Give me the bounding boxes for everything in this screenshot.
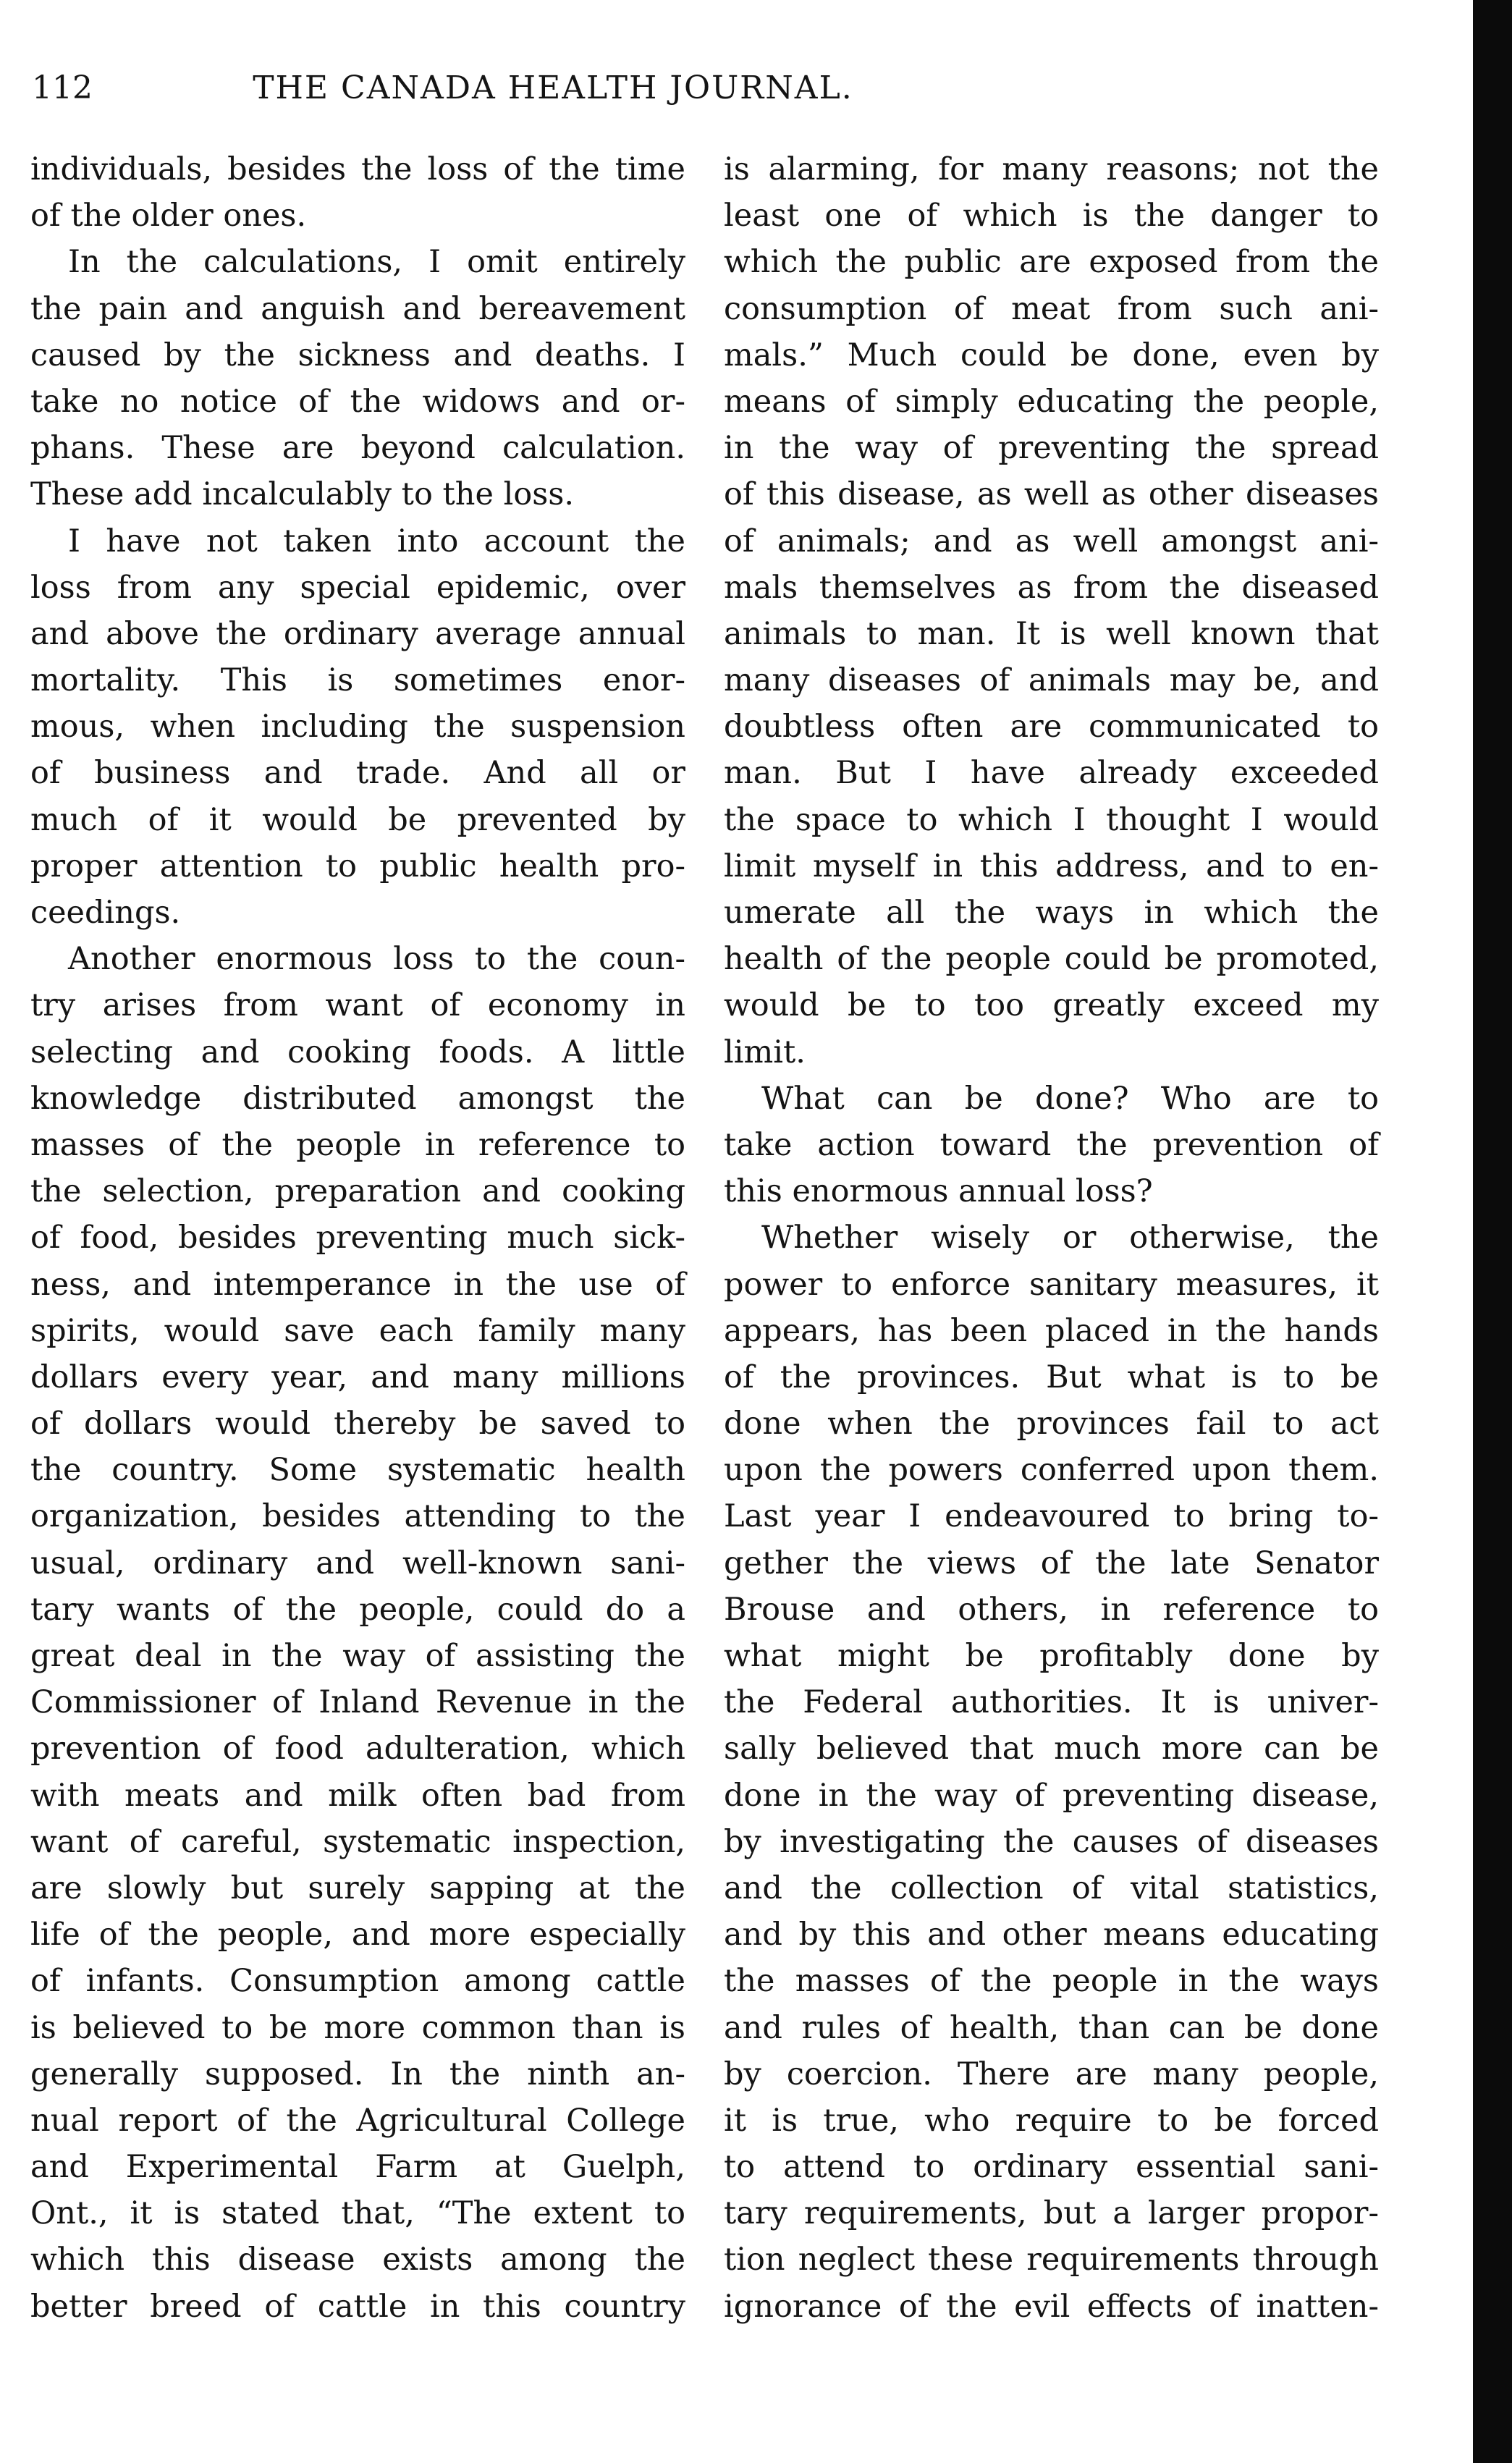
text-line: tion neglect these requirements through	[724, 2242, 1379, 2278]
text-line: take no notice of the widows and or-	[30, 383, 685, 420]
text-line: Brouse and others, in reference to	[724, 1591, 1379, 1628]
text-line: take action toward the prevention of	[724, 1126, 1379, 1163]
scan-edge-border	[1473, 0, 1512, 2463]
text-line: which this disease exists among the	[30, 2242, 685, 2278]
text-line: mous, when including the suspension	[30, 709, 685, 745]
text-line: umerate all the ways in which the	[724, 895, 1379, 931]
text-line: individuals, besides the loss of the time	[30, 151, 685, 187]
text-line: in the way of preventing the spread	[724, 430, 1379, 467]
text-line: least one of which is the danger to	[724, 198, 1379, 235]
text-line: tary requirements, but a larger propor-	[724, 2195, 1379, 2232]
text-line: phans. These are beyond calculation.	[30, 430, 685, 467]
text-line: with meats and milk often bad from	[30, 1777, 685, 1814]
text-line: spirits, would save each family many	[30, 1312, 685, 1349]
text-line: mals.” Much could be done, even by	[724, 337, 1379, 373]
text-line: tary wants of the people, could do a	[30, 1591, 685, 1628]
text-line: this enormous annual loss?	[724, 1173, 1153, 1210]
text-line: consumption of meat from such ani-	[724, 290, 1379, 327]
text-line: generally supposed. In the ninth an-	[30, 2056, 685, 2092]
text-line: is believed to be more common than is	[30, 2009, 685, 2046]
text-line: limit myself in this address, and to en-	[724, 848, 1379, 884]
text-line: of the provinces. But what is to be	[724, 1359, 1379, 1395]
text-line: In the calculations, I omit entirely	[68, 244, 685, 281]
text-line: organization, besides attending to the	[30, 1498, 685, 1535]
page-header	[32, 67, 1385, 117]
text-line: by investigating the causes of diseases	[724, 1823, 1379, 1860]
text-line: the country. Some systematic health	[30, 1452, 685, 1489]
text-line: try arises from want of economy in	[30, 987, 685, 1024]
text-line: upon the powers conferred upon them.	[724, 1452, 1379, 1489]
text-line: ignorance of the evil effects of inatten-	[724, 2288, 1379, 2325]
text-line: loss from any special epidemic, over	[30, 569, 685, 606]
text-line: limit.	[724, 1034, 806, 1070]
text-line: Another enormous loss to the coun-	[68, 941, 685, 978]
text-line: the pain and anguish and bereavement	[30, 290, 685, 327]
text-line: I have not taken into account the	[68, 523, 685, 559]
right-text-column	[724, 146, 1379, 2330]
text-line: of food, besides preventing much sick-	[30, 1220, 685, 1256]
text-line: doubtless often are communicated to	[724, 709, 1379, 745]
text-line: and the collection of vital statistics,	[724, 1870, 1379, 1906]
text-line: mortality. This is sometimes enor-	[30, 662, 685, 699]
page-number: 112	[32, 69, 93, 106]
text-line: by coercion. There are many people,	[724, 2056, 1379, 2092]
text-line: What can be done? Who are to	[761, 1080, 1379, 1117]
running-title: THE CANADA HEALTH JOURNAL.	[253, 69, 853, 106]
text-line: mals themselves as from the diseased	[724, 569, 1379, 606]
text-line: and above the ordinary average annual	[30, 615, 685, 652]
text-line: Last year I endeavoured to bring to-	[724, 1498, 1379, 1535]
text-line: are slowly but surely sapping at the	[30, 1870, 685, 1906]
left-text-column	[30, 146, 685, 2330]
text-line: dollars every year, and many millions	[30, 1359, 685, 1395]
text-line: man. But I have already exceeded	[724, 755, 1379, 792]
text-line: the space to which I thought I would	[724, 801, 1379, 838]
text-line: Whether wisely or otherwise, the	[761, 1220, 1379, 1256]
text-line: done when the provinces fail to act	[724, 1406, 1379, 1442]
text-line: of dollars would thereby be saved to	[30, 1406, 685, 1442]
text-line: of animals; and as well amongst ani-	[724, 523, 1379, 559]
text-line: ness, and intemperance in the use of	[30, 1266, 685, 1303]
text-line: the Federal authorities. It is univer-	[724, 1684, 1379, 1721]
text-line: and rules of health, than can be done	[724, 2009, 1379, 2046]
text-line: gether the views of the late Senator	[724, 1545, 1379, 1581]
text-line: better breed of cattle in this country	[30, 2288, 685, 2325]
text-line: sally believed that much more can be	[724, 1731, 1379, 1767]
text-line: health of the people could be promoted,	[724, 941, 1379, 978]
text-line: to attend to ordinary essential sani-	[724, 2149, 1379, 2186]
text-line: life of the people, and more especially	[30, 1917, 685, 1953]
text-line: ceedings.	[30, 895, 181, 931]
text-line: means of simply educating the people,	[724, 383, 1379, 420]
text-line: caused by the sickness and deaths. I	[30, 337, 685, 373]
text-line: and by this and other means educating	[724, 1917, 1379, 1953]
text-line: Commissioner of Inland Revenue in the	[30, 1684, 685, 1721]
text-line: selecting and cooking foods. A little	[30, 1034, 685, 1070]
text-line: usual, ordinary and well-known sani-	[30, 1545, 685, 1581]
text-line: want of careful, systematic inspection,	[30, 1823, 685, 1860]
text-line: nual report of the Agricultural College	[30, 2102, 685, 2139]
text-line: which the public are exposed from the	[724, 244, 1379, 281]
text-line: knowledge distributed amongst the	[30, 1080, 685, 1117]
text-line: many diseases of animals may be, and	[724, 662, 1379, 699]
text-line: of business and trade. And all or	[30, 755, 685, 792]
text-line: done in the way of preventing disease,	[724, 1777, 1379, 1814]
text-line: These add incalculably to the loss.	[30, 476, 575, 513]
text-line: of the older ones.	[30, 198, 307, 235]
text-line: of this disease, as well as other diseases	[724, 476, 1379, 513]
text-line: much of it would be prevented by	[30, 801, 685, 838]
text-line: the selection, preparation and cooking	[30, 1173, 685, 1210]
text-line: appears, has been placed in the hands	[724, 1312, 1379, 1349]
text-line: would be to too greatly exceed my	[724, 987, 1379, 1024]
text-line: Ont., it is stated that, “The extent to	[30, 2195, 685, 2232]
text-line: of infants. Consumption among cattle	[30, 1963, 685, 2000]
text-line: power to enforce sanitary measures, it	[724, 1266, 1379, 1303]
text-line: what might be profitably done by	[724, 1638, 1379, 1674]
text-line: it is true, who require to be forced	[724, 2102, 1379, 2139]
text-line: proper attention to public health pro-	[30, 848, 685, 884]
text-line: and Experimental Farm at Guelph,	[30, 2149, 685, 2186]
text-line: is alarming, for many reasons; not the	[724, 151, 1379, 187]
text-line: the masses of the people in the ways	[724, 1963, 1379, 2000]
text-line: prevention of food adulteration, which	[30, 1731, 685, 1767]
text-line: animals to man. It is well known that	[724, 615, 1379, 652]
text-line: great deal in the way of assisting the	[30, 1638, 685, 1674]
text-line: masses of the people in reference to	[30, 1126, 685, 1163]
